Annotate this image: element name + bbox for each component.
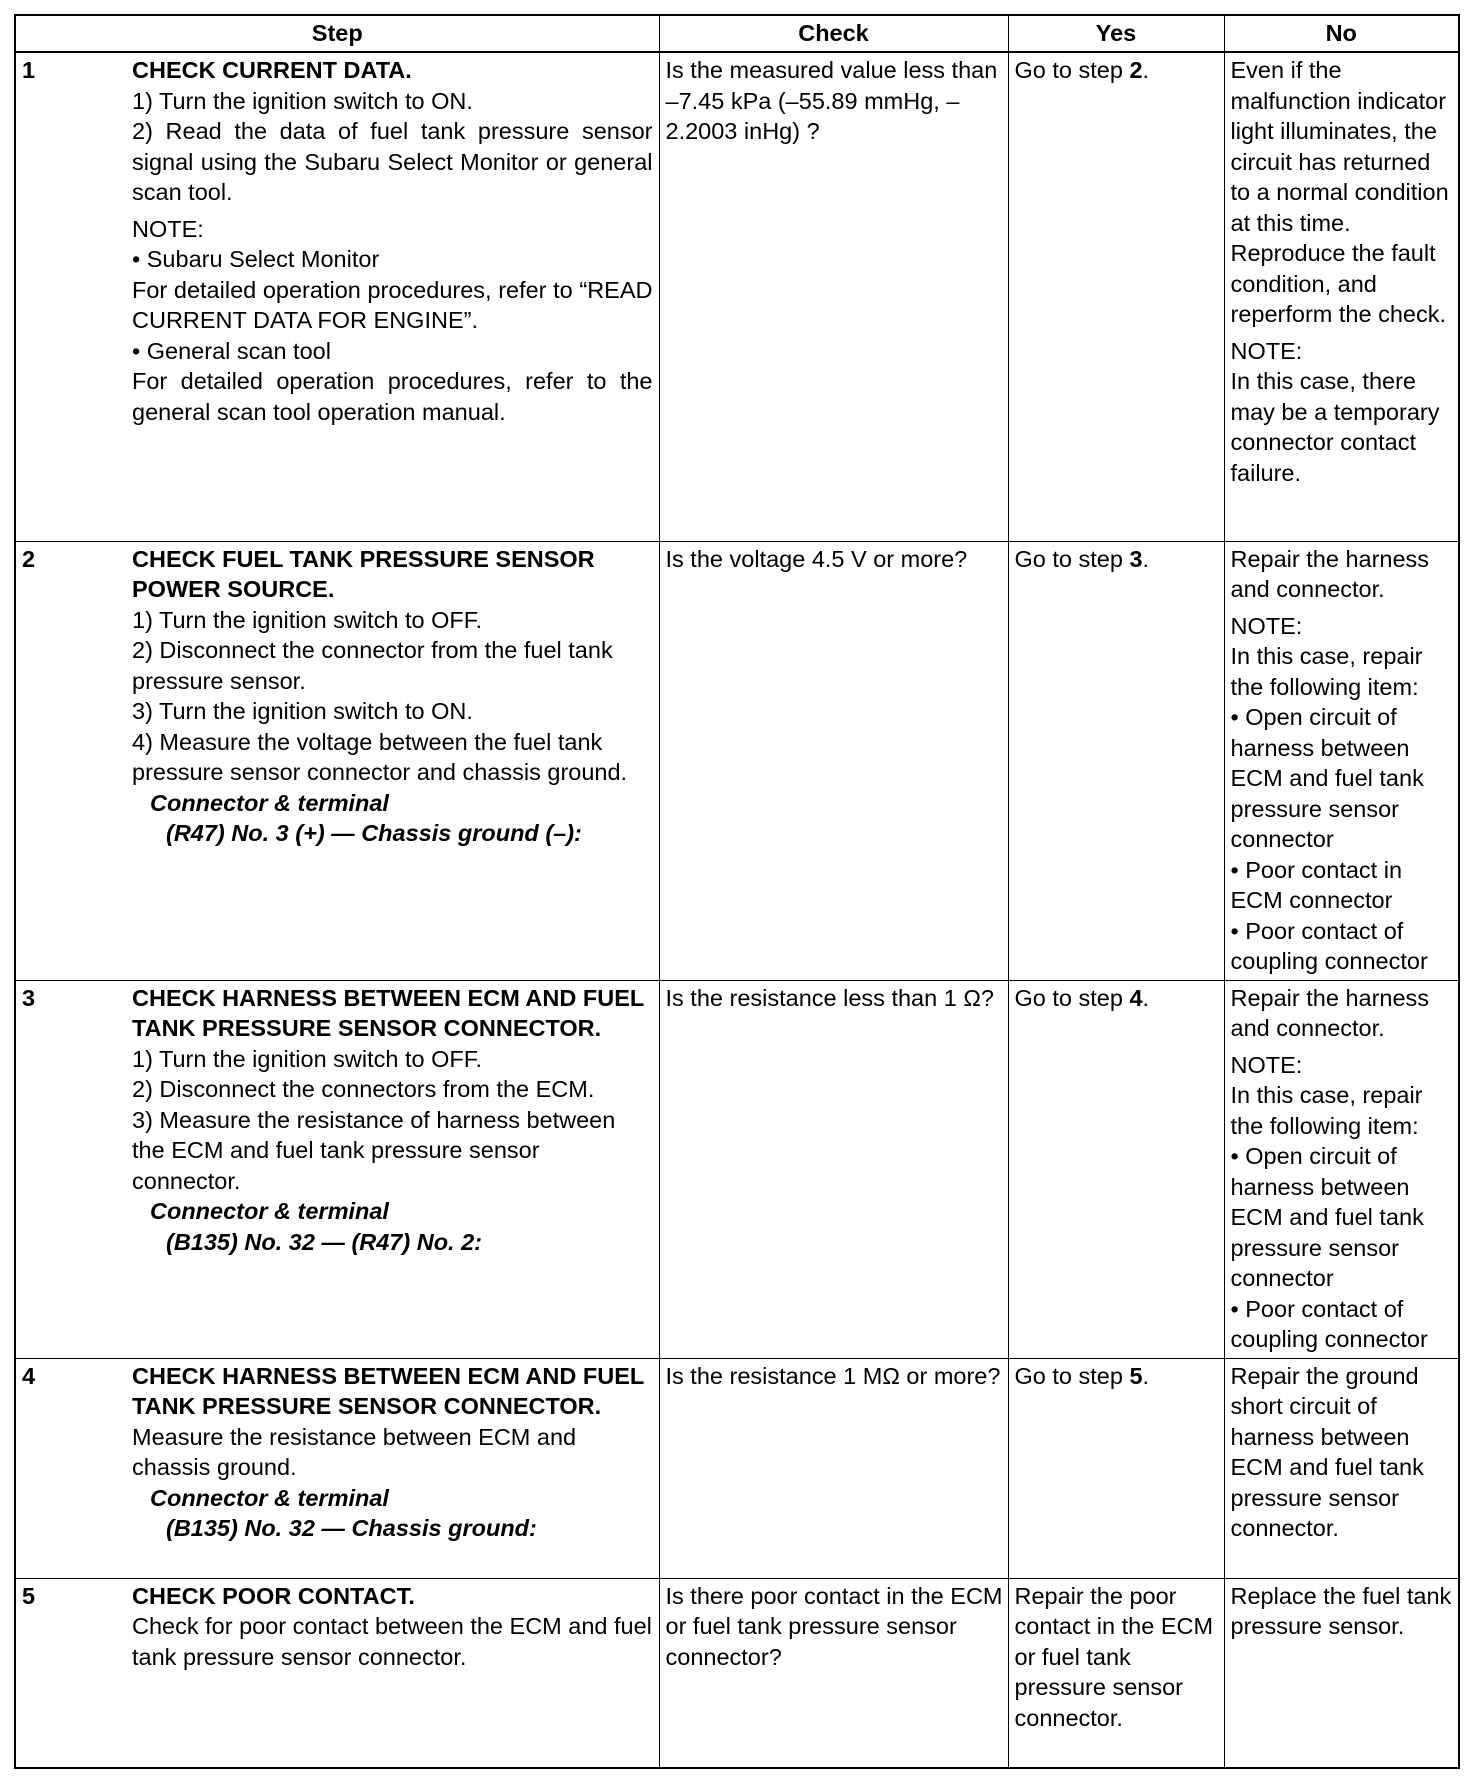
step-title: CHECK HARNESS BETWEEN ECM AND FUEL TANK PRESSURE SENSOR CONNECTOR.: [132, 984, 644, 1041]
step-cell: [15, 52, 659, 541]
yes-cell: [1008, 52, 1224, 541]
yes-cell: [1008, 541, 1224, 980]
step-title: CHECK CURRENT DATA.: [132, 57, 412, 83]
no-bullet: • Open circuit of harness between ECM and fuel tank pressure sensor connector: [1230, 704, 1424, 852]
step-number: 4: [22, 1362, 36, 1389]
step-instruction: 2) Disconnect the connectors from the ECM.: [132, 1076, 595, 1102]
table-row: [15, 52, 1459, 541]
no-note-text: In this case, there may be a temporary connector contact failure.: [1230, 368, 1440, 486]
no-text: Repair the harness and connector.: [1230, 545, 1430, 602]
no-cell: [1224, 541, 1459, 980]
table-row: [15, 1358, 1459, 1578]
header-no: No: [1224, 15, 1459, 52]
no-bullet: • Poor contact in ECM connector: [1230, 856, 1403, 913]
no-cell: [1224, 1578, 1459, 1768]
yes-prefix: Go to step: [1014, 984, 1130, 1011]
step-body: [132, 53, 659, 431]
check-cell: Is the resistance 1 MΩ or more?: [659, 1358, 1008, 1578]
table-header-row: [15, 15, 1459, 52]
table-row: [15, 541, 1459, 980]
yes-suffix: .: [1142, 545, 1150, 572]
yes-prefix: Go to step: [1014, 545, 1130, 572]
step-title: CHECK HARNESS BETWEEN ECM AND FUEL TANK PRESSURE SENSOR CONNECTOR.: [132, 1362, 644, 1419]
step-instruction: 3) Measure the resistance of harness between the ECM and fuel tank pressure sensor connector.: [132, 1106, 616, 1194]
no-note-text: In this case, repair the following item:: [1230, 643, 1423, 700]
yes-suffix: .: [1142, 1362, 1150, 1389]
connector-terminal-value: (R47) No. 3 (+) — Chassis ground (–):: [166, 820, 582, 846]
no-bullet: • Open circuit of harness between ECM and fuel tank pressure sensor connector: [1230, 1143, 1424, 1291]
step-title: CHECK POOR CONTACT.: [132, 1582, 415, 1609]
step-instruction: 1) Turn the ignition switch to OFF.: [132, 1045, 483, 1072]
step-cell: [15, 541, 659, 980]
connector-terminal-label: Connector & terminal: [150, 789, 389, 816]
table-row: [15, 1578, 1459, 1768]
yes-step-link[interactable]: 4: [1129, 984, 1143, 1011]
no-note-label: NOTE:: [1230, 1051, 1303, 1078]
diagnostic-procedure-table: [14, 14, 1460, 1769]
no-bullet: • Poor contact of coupling connector: [1230, 917, 1428, 974]
header-step: Step: [15, 15, 659, 52]
step-body: [132, 981, 659, 1262]
step-body: [132, 1579, 659, 1677]
note-label: NOTE:: [132, 215, 204, 242]
step-instruction: 4) Measure the voltage between the fuel tank pressure sensor connector and chassis ground.: [132, 728, 628, 785]
note-bullet: • Subaru Select Monitor: [132, 246, 380, 272]
step-instruction: 3) Turn the ignition switch to ON.: [132, 698, 473, 724]
table-row: [15, 980, 1459, 1358]
no-text: Repair the ground short circuit of harness between ECM and fuel tank pressure sensor connector.: [1230, 1362, 1424, 1541]
check-cell: Is the voltage 4.5 V or more?: [659, 541, 1008, 980]
connector-terminal-value: (B135) No. 32 — Chassis ground:: [166, 1515, 537, 1541]
yes-cell: [1008, 1358, 1224, 1578]
yes-cell: Repair the poor contact in the ECM or fuel tank pressure sensor connector.: [1008, 1578, 1224, 1768]
connector-terminal-label: Connector & terminal: [150, 1198, 389, 1224]
no-note-label: NOTE:: [1230, 337, 1303, 364]
step-number: 3: [22, 984, 36, 1011]
yes-prefix: Go to step: [1014, 57, 1130, 83]
note-text: For detailed operation procedures, refer to “READ CURRENT DATA FOR ENGINE”.: [132, 276, 653, 333]
step-number: 2: [22, 545, 36, 572]
check-cell: Is there poor contact in the ECM or fuel tank pressure sensor connector?: [659, 1578, 1008, 1768]
step-cell: [15, 980, 659, 1358]
no-text: Replace the fuel tank pressure sensor.: [1230, 1582, 1452, 1639]
check-cell: Is the resistance less than 1 Ω?: [659, 980, 1008, 1358]
yes-step-link[interactable]: 3: [1129, 545, 1143, 572]
yes-step-link[interactable]: 5: [1129, 1362, 1143, 1389]
note-text: For detailed operation procedures, refer to the general scan tool operation manual.: [132, 368, 653, 425]
no-text: Repair the harness and connector.: [1230, 984, 1430, 1041]
no-cell: [1224, 52, 1459, 541]
no-cell: [1224, 1358, 1459, 1578]
step-instruction: 2) Disconnect the connector from the fuel tank pressure sensor.: [132, 637, 613, 694]
step-instruction: Check for poor contact between the ECM and fuel tank pressure sensor connector.: [132, 1613, 652, 1670]
step-instruction: 1) Turn the ignition switch to OFF.: [132, 606, 483, 633]
no-text: Even if the malfunction indicator light illuminates, the circuit has returned to a normal condition at this time. Reproduce the fault condition, and reperform the check.: [1230, 57, 1449, 327]
header-yes: Yes: [1008, 15, 1224, 52]
step-body: [132, 542, 659, 853]
step-cell: [15, 1578, 659, 1768]
yes-prefix: Go to step: [1014, 1362, 1130, 1389]
no-cell: [1224, 980, 1459, 1358]
step-instruction: 1) Turn the ignition switch to ON.: [132, 87, 473, 114]
step-number: 5: [22, 1582, 36, 1609]
no-bullet: • Poor contact of coupling connector: [1230, 1295, 1428, 1352]
yes-suffix: .: [1142, 57, 1150, 83]
step-instruction: Measure the resistance between ECM and chassis ground.: [132, 1423, 577, 1480]
note-bullet: • General scan tool: [132, 337, 331, 364]
header-check: Check: [659, 15, 1008, 52]
step-number: 1: [22, 57, 36, 83]
no-note-label: NOTE:: [1230, 612, 1303, 639]
step-body: [132, 1359, 659, 1548]
no-note-text: In this case, repair the following item:: [1230, 1082, 1423, 1139]
yes-suffix: .: [1142, 984, 1150, 1011]
check-cell: Is the measured value less than –7.45 kPa (–55.89 mmHg, –2.2003 inHg) ?: [659, 52, 1008, 541]
connector-terminal-value: (B135) No. 32 — (R47) No. 2:: [166, 1228, 483, 1255]
yes-step-link[interactable]: 2: [1129, 57, 1143, 83]
connector-terminal-label: Connector & terminal: [150, 1484, 389, 1511]
yes-cell: [1008, 980, 1224, 1358]
step-title: CHECK FUEL TANK PRESSURE SENSOR POWER SOURCE.: [132, 545, 595, 602]
step-cell: [15, 1358, 659, 1578]
step-instruction: 2) Read the data of fuel tank pressure sensor signal using the Subaru Select Monitor or general scan tool.: [132, 118, 653, 205]
